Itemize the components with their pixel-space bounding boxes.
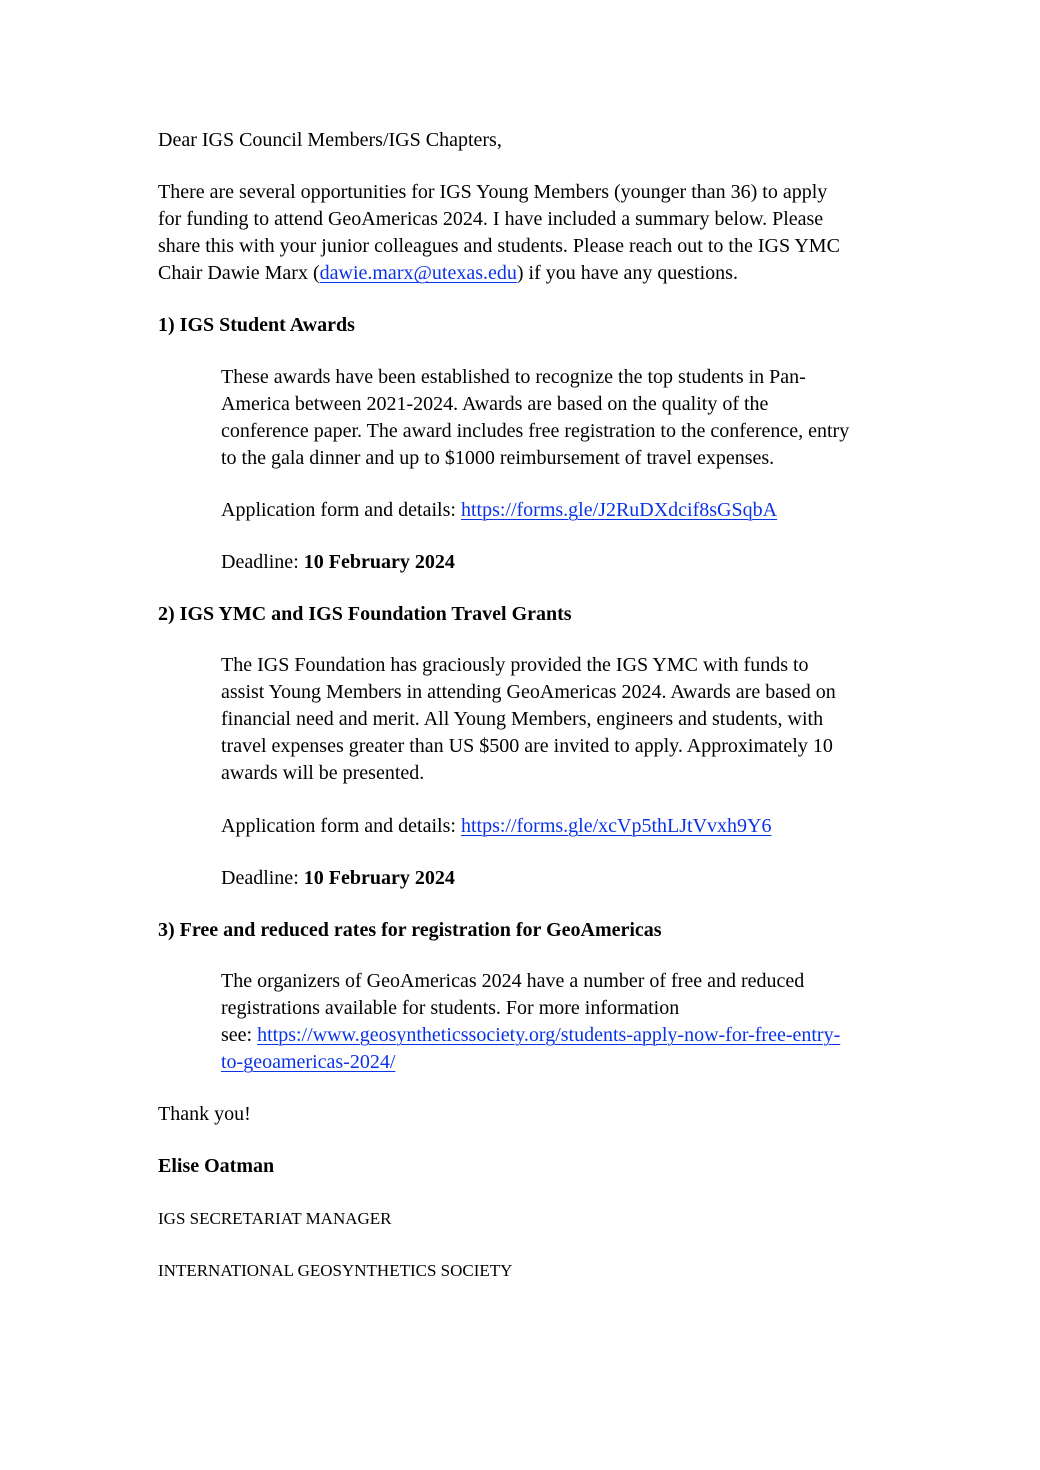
section-3-registration-link-continued[interactable]: to-geoamericas-2024/ — [221, 1051, 396, 1073]
greeting: Dear IGS Council Members/IGS Chapters, — [158, 129, 502, 151]
intro-line-3: share this with your junior colleagues and students. Please reach out to the IGS YMC — [158, 235, 840, 257]
section-2-body-line: travel expenses greater than US $500 are invited to apply. Approximately 10 — [221, 735, 833, 757]
section-1-application-label: Application form and details: — [221, 499, 461, 521]
intro-line-2: for funding to attend GeoAmericas 2024. I have included a summary below. Please — [158, 208, 824, 230]
section-1-application-link[interactable]: https://forms.gle/J2RuDXdcif8sGSqbA — [460, 499, 778, 521]
section-1-body-line: America between 2021-2024. Awards are based on the quality of the — [221, 393, 769, 415]
section-2-application — [221, 813, 772, 840]
section-2-body-line: financial need and merit. All Young Members, engineers and students, with — [221, 708, 824, 730]
email-link[interactable]: dawie.marx@utexas.edu — [319, 262, 517, 284]
signature-title: IGS SECRETARIAT MANAGER — [158, 1209, 392, 1228]
closing: Thank you! — [158, 1103, 251, 1125]
section-1-heading: 1) IGS Student Awards — [158, 314, 355, 336]
section-2-heading: 2) IGS YMC and IGS Foundation Travel Grants — [158, 603, 572, 625]
intro-line-4-before: Chair Dawie Marx ( — [158, 262, 320, 284]
section-3-heading: 3) Free and reduced rates for registration for GeoAmericas — [158, 919, 662, 941]
section-2-body-line: awards will be presented. — [221, 762, 425, 784]
section-3-link-line-1 — [221, 1022, 840, 1049]
section-1-body-line: to the gala dinner and up to $1000 reimbursement of travel expenses. — [221, 447, 775, 469]
section-3-see-label: see: — [221, 1024, 258, 1046]
section-2-body-line: assist Young Members in attending GeoAmericas 2024. Awards are based on — [221, 681, 836, 703]
section-3-registration-link[interactable]: https://www.geosyntheticssociety.org/students-apply-now-for-free-entry- — [257, 1024, 841, 1046]
intro-line-4 — [158, 260, 738, 287]
section-2-deadline-label: Deadline: — [221, 867, 304, 889]
section-2-application-label: Application form and details: — [221, 815, 461, 837]
section-3-body-line: The organizers of GeoAmericas 2024 have a number of free and reduced — [221, 970, 805, 992]
section-2-body-line: The IGS Foundation has graciously provided the IGS YMC with funds to — [221, 654, 809, 676]
section-2-deadline — [221, 865, 455, 892]
section-1-body-line: conference paper. The award includes free registration to the conference, entry — [221, 420, 850, 442]
section-1-body-line: These awards have been established to recognize the top students in Pan- — [221, 366, 806, 388]
section-2-deadline-value: 10 February 2024 — [303, 867, 455, 889]
signature-organization: INTERNATIONAL GEOSYNTHETICS SOCIETY — [158, 1261, 513, 1280]
section-1-deadline — [221, 549, 455, 576]
section-1-deadline-label: Deadline: — [221, 551, 304, 573]
section-1-deadline-value: 10 February 2024 — [303, 551, 455, 573]
signature-name: Elise Oatman — [158, 1155, 275, 1177]
intro-line-4-after: ) if you have any questions. — [516, 262, 738, 284]
section-1-application — [221, 497, 777, 524]
section-2-application-link[interactable]: https://forms.gle/xcVp5thLJtVvxh9Y6 — [460, 815, 772, 837]
section-3-link-line-2 — [221, 1049, 395, 1076]
section-3-body-line: registrations available for students. For more information — [221, 997, 680, 1019]
intro-line-1: There are several opportunities for IGS Young Members (younger than 36) to apply — [158, 181, 828, 203]
